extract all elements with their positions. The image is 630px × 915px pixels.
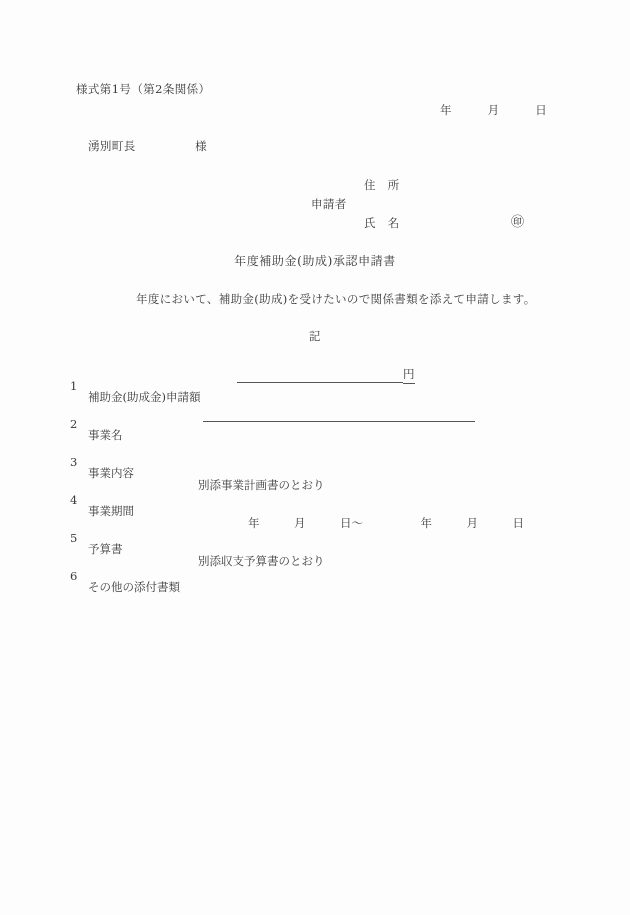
item-number: 1	[70, 378, 78, 393]
ki-marker: 記	[309, 329, 321, 343]
item-label: 事業名	[88, 428, 123, 442]
addressee-line: 湧別町長 様	[88, 139, 207, 153]
applicant-group-label: 申請者	[311, 197, 347, 211]
applicant-address-label: 住 所	[364, 178, 400, 192]
item-number: 2	[70, 416, 78, 431]
item-value: 別添事業計画書のとおり	[198, 477, 325, 492]
item-number: 3	[70, 454, 78, 469]
amount-unit-label: 円	[403, 369, 415, 384]
item-number: 5	[70, 530, 78, 545]
project-name-input[interactable]	[203, 406, 475, 422]
item-label: 事業期間	[88, 504, 134, 518]
item-label: 事業内容	[88, 466, 134, 480]
page-title: 年度補助金(助成)承認申請書	[234, 254, 396, 268]
date-line: 年 月 日	[440, 103, 548, 117]
item-value: 別添収支予算書のとおり	[198, 553, 325, 568]
item-number: 4	[70, 492, 78, 507]
item-number: 6	[70, 568, 78, 583]
body-statement: 年度において、補助金(助成)を受けたいので関係書類を添えて申請します。	[136, 292, 536, 306]
item-label: 補助金(助成金)申請額	[88, 390, 201, 404]
item-label: 予算書	[88, 542, 123, 556]
seal-stamp-icon: ㊞	[511, 215, 525, 230]
project-period-value: 年 月 日〜 年 月 日	[248, 515, 524, 530]
list-item	[70, 559, 180, 605]
item-label: その他の添付書類	[88, 580, 180, 594]
form-number: 様式第1号（第2条関係）	[76, 82, 211, 96]
grant-amount-input[interactable]	[237, 367, 403, 383]
applicant-name-label: 氏 名	[364, 216, 400, 230]
